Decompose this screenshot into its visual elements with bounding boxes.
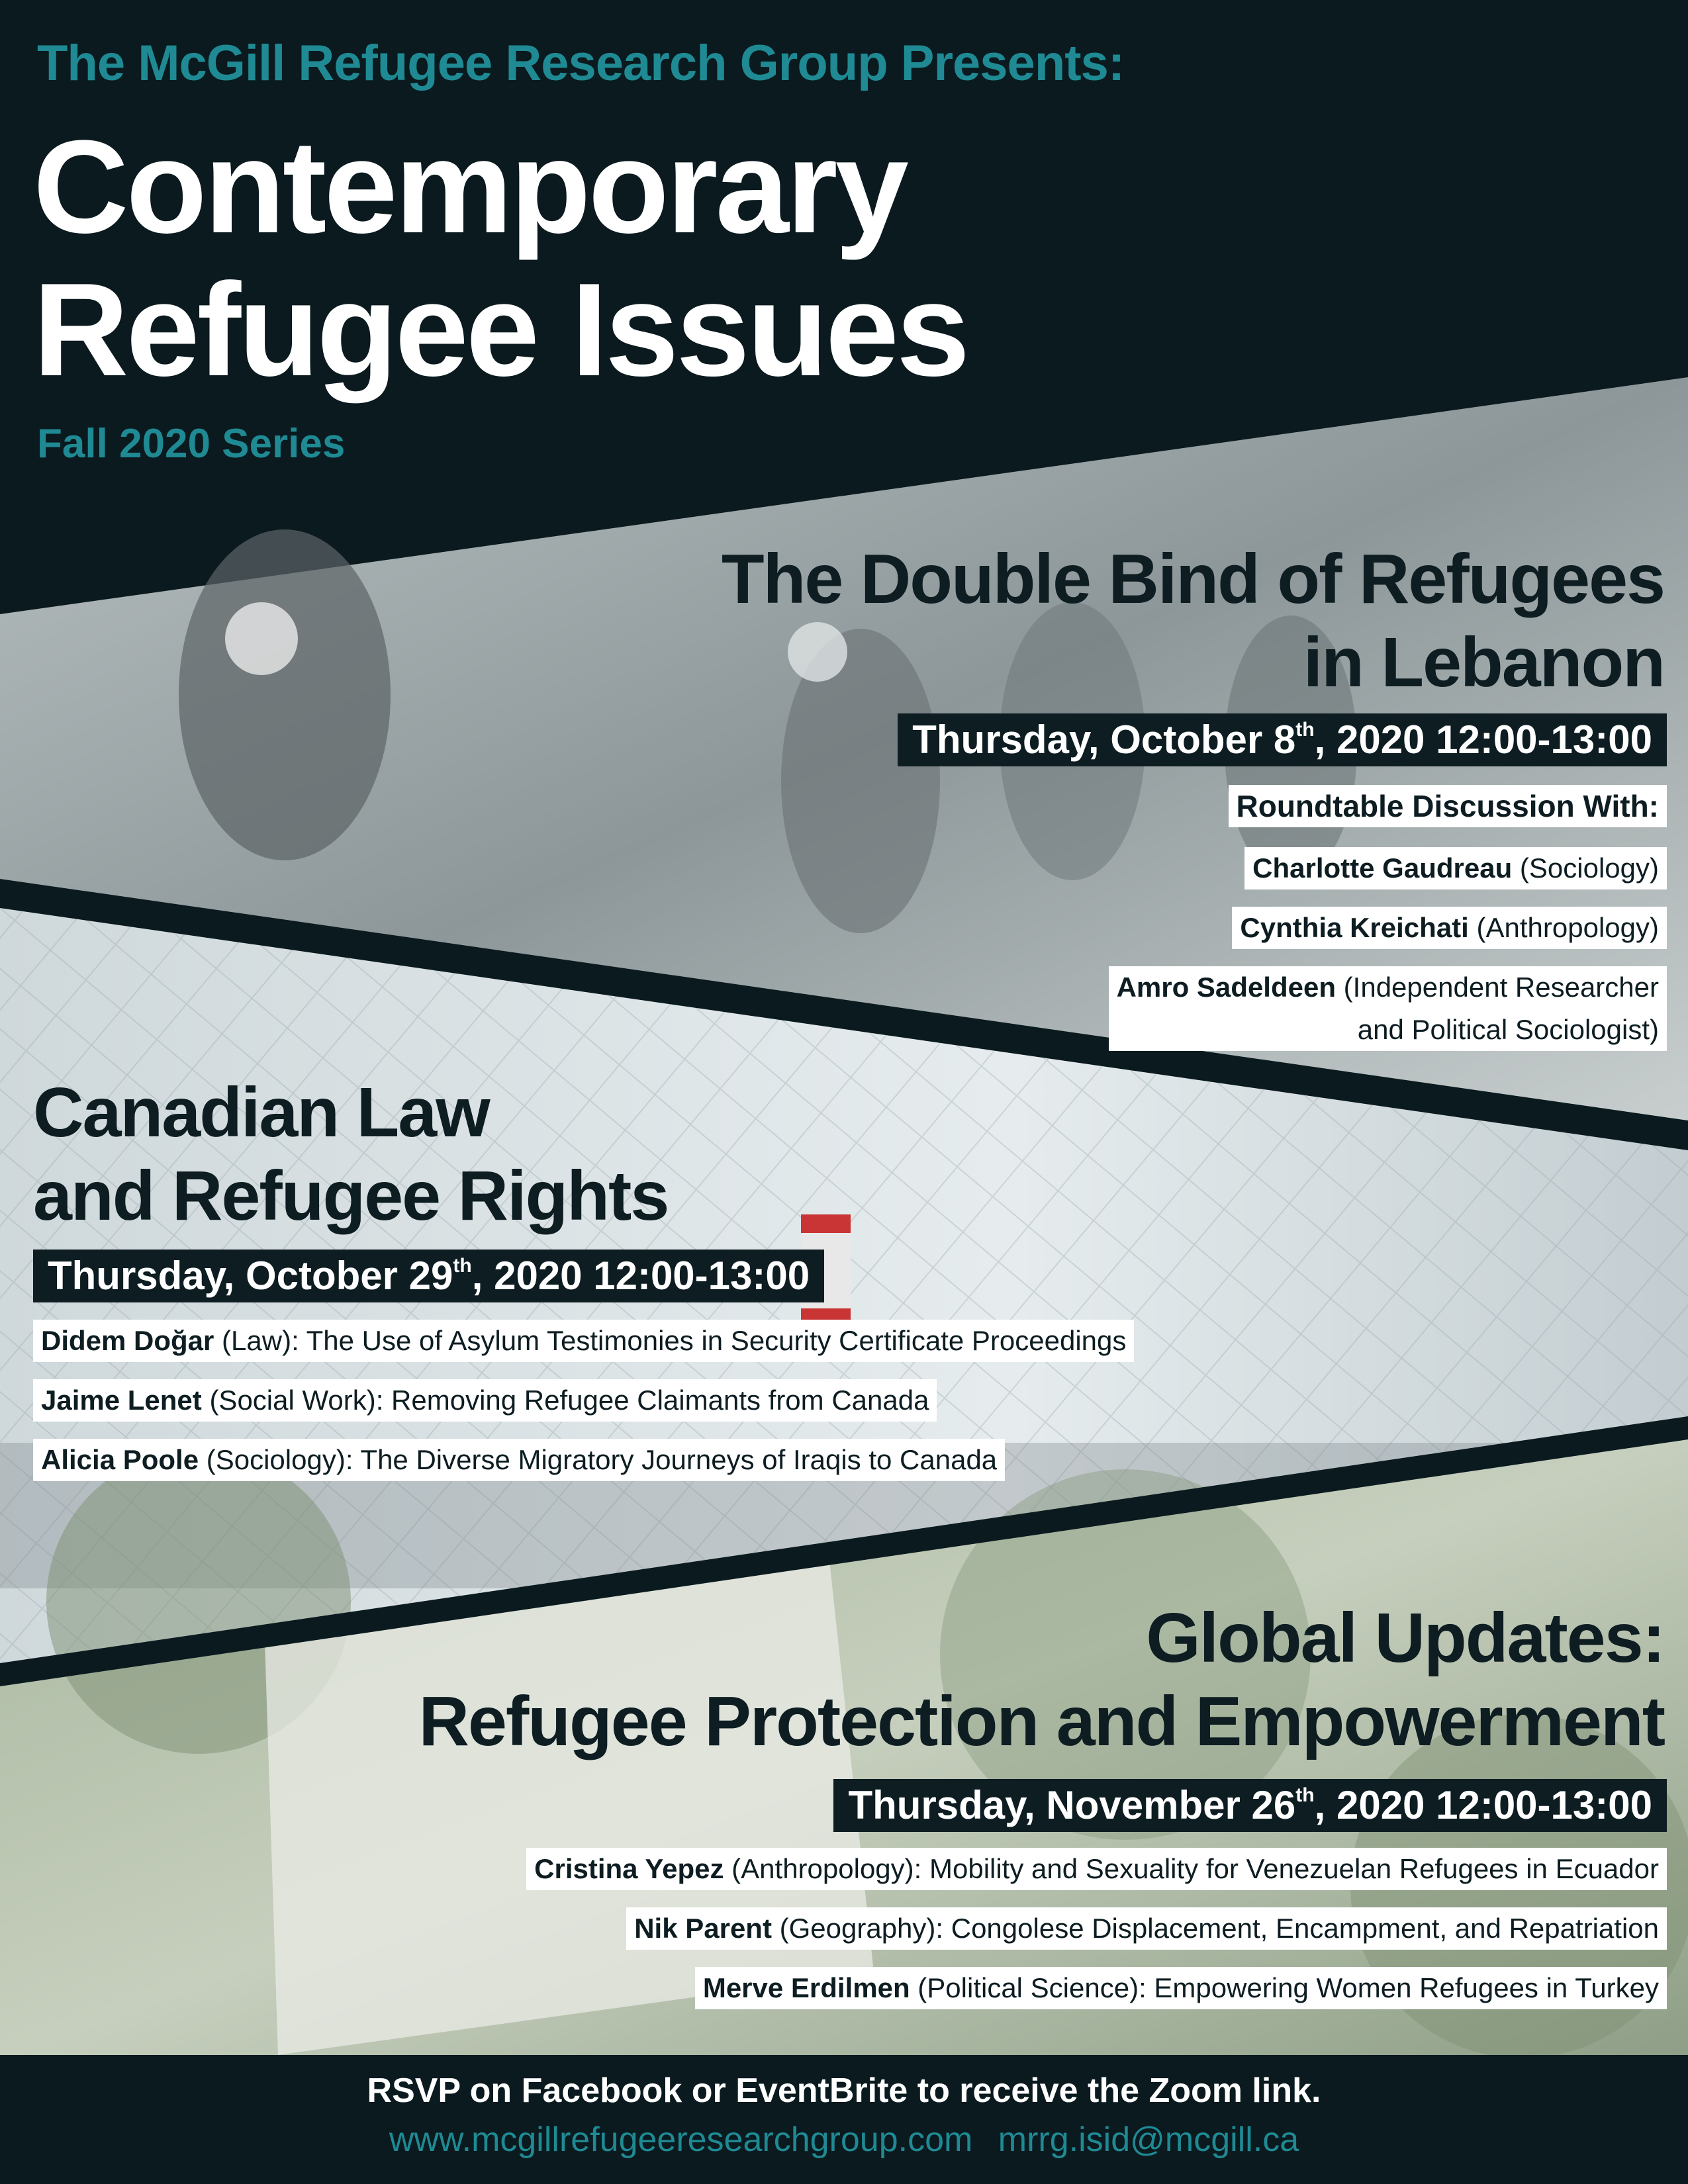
- event3-date-suffix: , 2020 12:00-13:00: [1314, 1783, 1652, 1827]
- speaker-name: Cynthia Kreichati: [1240, 912, 1469, 943]
- speaker-detail: (Sociology): The Diverse Migratory Journeys of Iraqis to Canada: [199, 1444, 998, 1475]
- speaker-detail: (Sociology): [1512, 852, 1659, 884]
- speaker-detail: (Law): The Use of Asylum Testimonies in Security Certificate Proceedings: [214, 1325, 1127, 1356]
- event2-date: [33, 1250, 824, 1302]
- rsvp-text: RSVP on Facebook or EventBrite to receive the Zoom link.: [367, 2071, 1321, 2110]
- event2-date-sup: th: [453, 1255, 472, 1277]
- event2-title-line2: and Refugee Rights: [33, 1157, 669, 1235]
- presenter-line: The McGill Refugee Research Group Presents:: [37, 35, 1125, 91]
- speaker-detail: (Anthropology): [1468, 912, 1659, 943]
- event3-speaker: [626, 1907, 1667, 1950]
- event1-speaker: [1109, 966, 1667, 1051]
- event3-title: [418, 1596, 1664, 1763]
- event3-speaker: [526, 1848, 1667, 1890]
- event1-date-sup: th: [1295, 719, 1315, 741]
- speaker-name: Cristina Yepez: [534, 1853, 724, 1884]
- event1-speaker: [1232, 907, 1667, 949]
- series-label: Fall 2020 Series: [37, 421, 346, 467]
- website-link[interactable]: www.mcgillrefugeeresearchgroup.com: [389, 2120, 973, 2159]
- event2-date-prefix: Thursday, October 29: [48, 1253, 453, 1298]
- speaker-name: Amro Sadeldeen: [1116, 972, 1336, 1003]
- event1-title-line1: The Double Bind of Refugees: [721, 540, 1664, 618]
- email-link[interactable]: mrrg.isid@mcgill.ca: [998, 2120, 1299, 2159]
- poster-title-line2: Refugee Issues: [33, 256, 968, 404]
- speaker-detail: (Political Science): Empowering Women Refugees in Turkey: [910, 1972, 1659, 2003]
- speaker-name: Alicia Poole: [41, 1444, 199, 1475]
- event2-title-line1: Canadian Law: [33, 1073, 489, 1152]
- event3-speaker: [695, 1967, 1667, 2009]
- footer: [0, 2055, 1688, 2184]
- event3-date-sup: th: [1295, 1784, 1315, 1806]
- poster-title-line1: Contemporary: [33, 113, 906, 261]
- event1-title-line2: in Lebanon: [1303, 623, 1664, 702]
- event2-date-suffix: , 2020 12:00-13:00: [471, 1253, 810, 1298]
- speaker-detail: (Geography): Congolese Displacement, Encampment, and Repatriation: [771, 1913, 1659, 1944]
- event2-title: [33, 1071, 668, 1238]
- speaker-name: Merve Erdilmen: [702, 1972, 910, 2003]
- speaker-detail-cont: and Political Sociologist): [1357, 1014, 1659, 1045]
- event3-title-line2: Refugee Protection and Empowerment: [418, 1682, 1664, 1760]
- event1-speaker: [1244, 847, 1667, 889]
- speaker-name: Charlotte Gaudreau: [1252, 852, 1513, 884]
- event1-date: [898, 713, 1667, 766]
- event2-speaker: [33, 1320, 1134, 1362]
- speaker-detail: (Anthropology): Mobility and Sexuality for Venezuelan Refugees in Ecuador: [724, 1853, 1659, 1884]
- speaker-name: Jaime Lenet: [41, 1385, 202, 1416]
- event2-speaker: [33, 1439, 1005, 1481]
- speaker-detail: (Social Work): Removing Refugee Claimants from Canada: [201, 1385, 929, 1416]
- speaker-detail: (Independent Researcher: [1336, 972, 1659, 1003]
- event1-title: [722, 537, 1664, 704]
- event3-date: [833, 1779, 1667, 1832]
- poster-title: [33, 113, 968, 404]
- speaker-name: Nik Parent: [634, 1913, 772, 1944]
- speaker-name: Didem Doğar: [41, 1325, 214, 1356]
- event1-date-prefix: Thursday, October 8: [912, 717, 1296, 762]
- event3-date-prefix: Thursday, November 26: [848, 1783, 1296, 1827]
- event1-date-suffix: , 2020 12:00-13:00: [1314, 717, 1652, 762]
- contact-line: [0, 2120, 1688, 2160]
- event1-roundtable-label: Roundtable Discussion With:: [1229, 785, 1667, 827]
- event2-speaker: [33, 1379, 937, 1422]
- event3-title-line1: Global Updates:: [1146, 1599, 1664, 1677]
